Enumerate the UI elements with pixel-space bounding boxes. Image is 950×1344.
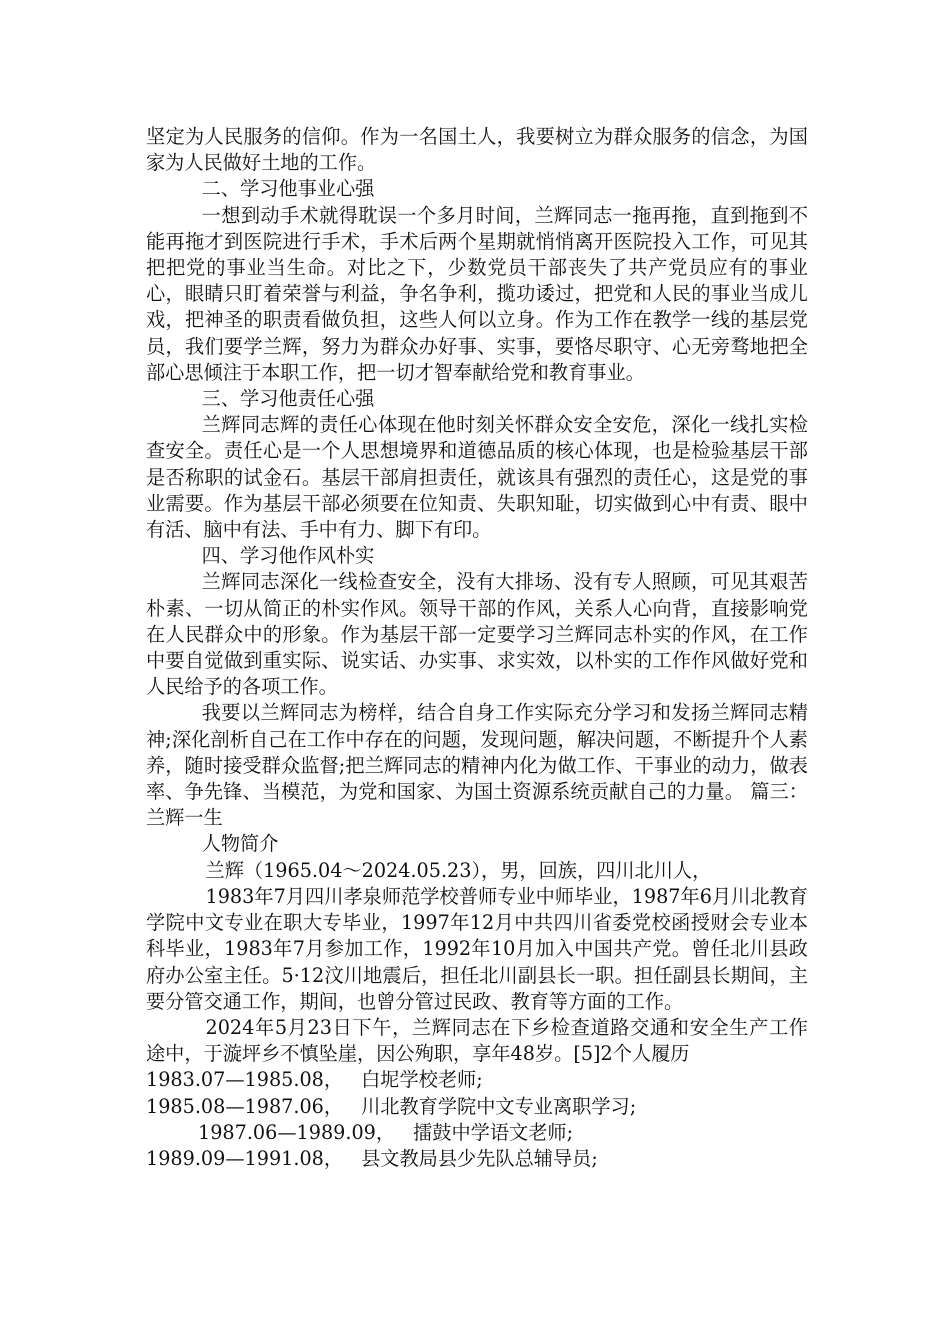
paragraph-4: 兰辉同志深化一线检查安全，没有大排场、没有专人照顾，可见其艰苦朴素、一切从简正的朴实作风。领导干部的作风，关系人心向背，直接影响党在人民群众中的形象。作为基层干部一定要学习兰辉同志朴实的作风，在工作中要自觉做到重实际、说实话、办实事、求实效，以朴实的工作作风做好党和人民给予的各项工作。 <box>146 570 808 699</box>
paragraph-5: 我要以兰辉同志为榜样，结合自身工作实际充分学习和发扬兰辉同志精神;深化剖析自己在工作中存在的问题，发现问题，解决问题，不断提升个人素养，随时接受群众监督;把兰辉同志的精神内化为做工作、干事业的动力，做表率、争先锋、当模范，为党和国家、为国土资源系统贡献自己的力量。 篇三：兰辉一生 <box>146 701 808 830</box>
profile-paragraph-3: 2024年5月23日下午，兰辉同志在下乡检查道路交通和安全生产工作途中，于漩坪乡不慎坠崖，因公殉职，享年48岁。[5]2个人履历 <box>146 1015 808 1066</box>
cv-period: 1985.08—1987.06， <box>146 1094 344 1118</box>
cv-role: 县文教局县少先队总辅导员; <box>361 1146 598 1170</box>
cv-period: 1983.07—1985.08， <box>146 1068 344 1092</box>
cv-role: 擂鼓中学语文老师; <box>413 1120 574 1144</box>
paragraph-3: 兰辉同志辉的责任心体现在他时刻关怀群众安全安危，深化一线扎实检查安全。责任心是一个人思想境界和道德品质的核心体现，也是检验基层干部是否称职的试金石。基层干部肩担责任，就该具有强烈的责任心，这是党的事业需要。作为基层干部必须要在位知责、失职知耻，切实做到心中有责、眼中有活、脑中有法、手中有力、脚下有印。 <box>146 413 808 542</box>
profile-paragraph-2: 1983年7月四川孝泉师范学校普师专业中师毕业，1987年6月川北教育学院中文专业在职大专毕业，1997年12月中共四川省委党校函授财会专业本科毕业，1983年7月参加工作，1992年10月加入中国共产党。曾任北川县政府办公室主任。5·12汶川地震后，担任北川副县长一职。担任副县长期间，主要分管交通工作，期间，也曾分管过民政、教育等方面的工作。 <box>146 884 808 1013</box>
section-heading-3: 三、学习他责任心强 <box>201 387 375 411</box>
cv-role: 白坭学校老师; <box>361 1068 483 1092</box>
cv-role: 川北教育学院中文专业离职学习; <box>361 1094 637 1118</box>
document-page <box>146 124 808 1172</box>
paragraph-intro: 坚定为人民服务的信仰。作为一名国土人，我要树立为群众服务的信念，为国家为人民做好土地的工作。 <box>146 125 808 175</box>
cv-entry <box>146 1120 808 1146</box>
section-heading-4: 四、学习他作风朴实 <box>201 544 375 568</box>
profile-paragraph-1: 兰辉（1965.04～2024.05.23），男，回族，四川北川人， <box>205 858 712 882</box>
paragraph-2: 一想到动手术就得耽误一个多月时间，兰辉同志一拖再拖，直到拖到不能再拖才到医院进行手术，手术后两个星期就悄悄离开医院投入工作，可见其把把党的事业当生命。对比之下，少数党员干部丧失了共产党员应有的事业心，眼睛只盯着荣誉与利益，争名争利，揽功诿过，把党和人民的事业当成儿戏，把神圣的职责看做负担，这些人何以立身。作为工作在教学一线的基层党员，我们要学兰辉，努力为群众办好事、实事，要恪尽职守、心无旁骛地把全部心思倾注于本职工作，把一切才智奉献给党和教育事业。 <box>146 203 808 384</box>
cv-entry <box>146 1094 808 1120</box>
cv-period: 1987.06—1989.09， <box>198 1120 396 1144</box>
section-heading-2: 二、学习他事业心强 <box>201 177 375 201</box>
cv-period: 1989.09—1991.08， <box>146 1146 344 1170</box>
cv-entry <box>146 1146 808 1172</box>
profile-heading: 人物简介 <box>201 832 279 856</box>
cv-entry <box>146 1067 808 1093</box>
